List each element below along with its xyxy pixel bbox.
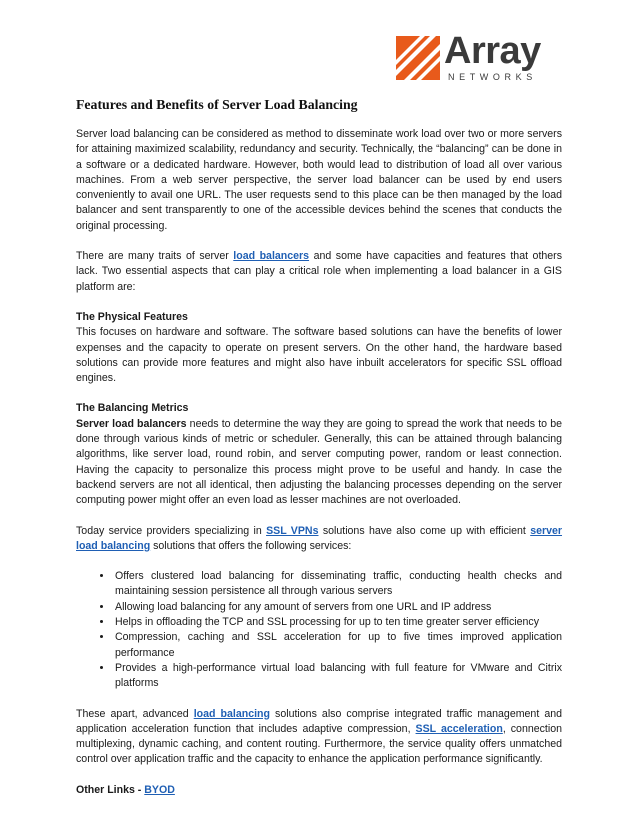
- metrics-heading: The Balancing Metrics: [76, 402, 189, 415]
- physical-heading: The Physical Features: [76, 310, 188, 323]
- array-logo-mark-icon: [396, 36, 440, 80]
- logo-word: Array: [444, 30, 541, 72]
- text: and some have capacities and features that others lack. Two essential aspects that can play a critical role when implementing a load balancer in a GIS platform are:: [76, 250, 563, 293]
- server-load-balancing-link[interactable]: server load balancing: [76, 524, 563, 552]
- load-balancing-link[interactable]: load balancing: [193, 707, 270, 720]
- document-body: [76, 96, 562, 813]
- array-networks-logo: [396, 30, 562, 86]
- metrics-text: needs to determine the way they are going to spread the work that needs to be done through various kinds of metric or scheduler. Generally, this can be attained through balancing algorithms, like server load, round robin, and server computing power, random or least connection. Having the capacity to personalize this process might prove to be useful and handy. In case the backend servers are not all identical, then adjusting the balancing processes depending on the server computing power might offer an even load as lesser machines are not overloaded.: [76, 417, 562, 507]
- metrics-lead: Server load balancers: [76, 417, 187, 430]
- ssl-acceleration-link[interactable]: SSL acceleration: [415, 722, 503, 735]
- text: Today service providers specializing in: [76, 524, 267, 537]
- list-item: • Compression, caching and SSL acceleration for up to five times improved application performance: [113, 630, 562, 661]
- text: solutions that offers the following services:: [150, 539, 352, 552]
- paragraph-advanced: [76, 707, 562, 768]
- page-title: Features and Benefits of Server Load Balancing: [76, 97, 358, 112]
- section-metrics: [76, 401, 562, 508]
- other-links-label: Other Links -: [76, 783, 145, 796]
- paragraph-intro: Server load balancing can be considered as method to disseminate work load over two or more servers for attaining maximized scalability, redundancy and security. Technically, the “balancing” can be done in a software or a dedicated hardware. However, both would lead to distribution of load all over various machines. From a web server perspective, the server load balancer can be used by end users conveniently to avail one URL. The user requests send to this place can be then managed by the load balancer and sent transparently to one of the accessible devices behind the scenes that conducts the original processing.: [76, 128, 562, 232]
- logo-subtext: NETWORKS: [448, 72, 537, 82]
- section-physical: [76, 310, 562, 386]
- list-item: • Offers clustered load balancing for disseminating traffic, conducting health checks and maintaining session persistence all through various servers: [113, 569, 562, 600]
- list-item: • Helps in offloading the TCP and SSL processing for up to ten time greater server efficiency: [113, 615, 562, 630]
- text: , connection multiplexing, dynamic caching, and content routing. Furthermore, the service quality offers unmatched control over application traffic and the capacity to enhance the application performance significantly.: [76, 722, 563, 766]
- other-links: [76, 783, 562, 798]
- list-item: • Allowing load balancing for any amount of servers from one URL and IP address: [113, 600, 562, 615]
- byod-link[interactable]: BYOD: [144, 783, 175, 796]
- list-item: • Provides a high-performance virtual load balancing with full feature for VMware and Citrix platforms: [113, 661, 562, 692]
- load-balancers-link[interactable]: load balancers: [233, 250, 310, 263]
- text: There are many traits of server: [76, 250, 234, 263]
- text: These apart, advanced: [76, 707, 194, 720]
- ssl-vpns-link[interactable]: SSL VPNs: [266, 524, 319, 537]
- paragraph-traits: [76, 249, 562, 295]
- text: solutions have also come up with efficient: [318, 524, 531, 537]
- services-list: [76, 569, 562, 691]
- physical-text: This focuses on hardware and software. The software based solutions can have the benefits of lower expenses and the capacity to operate on present servers. On the other hand, the hardware based solutions can provide more features and might also have inbuilt accelerators for specific SSL offload engines.: [76, 326, 562, 385]
- paragraph-services: [76, 524, 562, 555]
- text: solutions also comprise integrated traffic management and application acceleration function that includes adaptive compression,: [76, 707, 562, 735]
